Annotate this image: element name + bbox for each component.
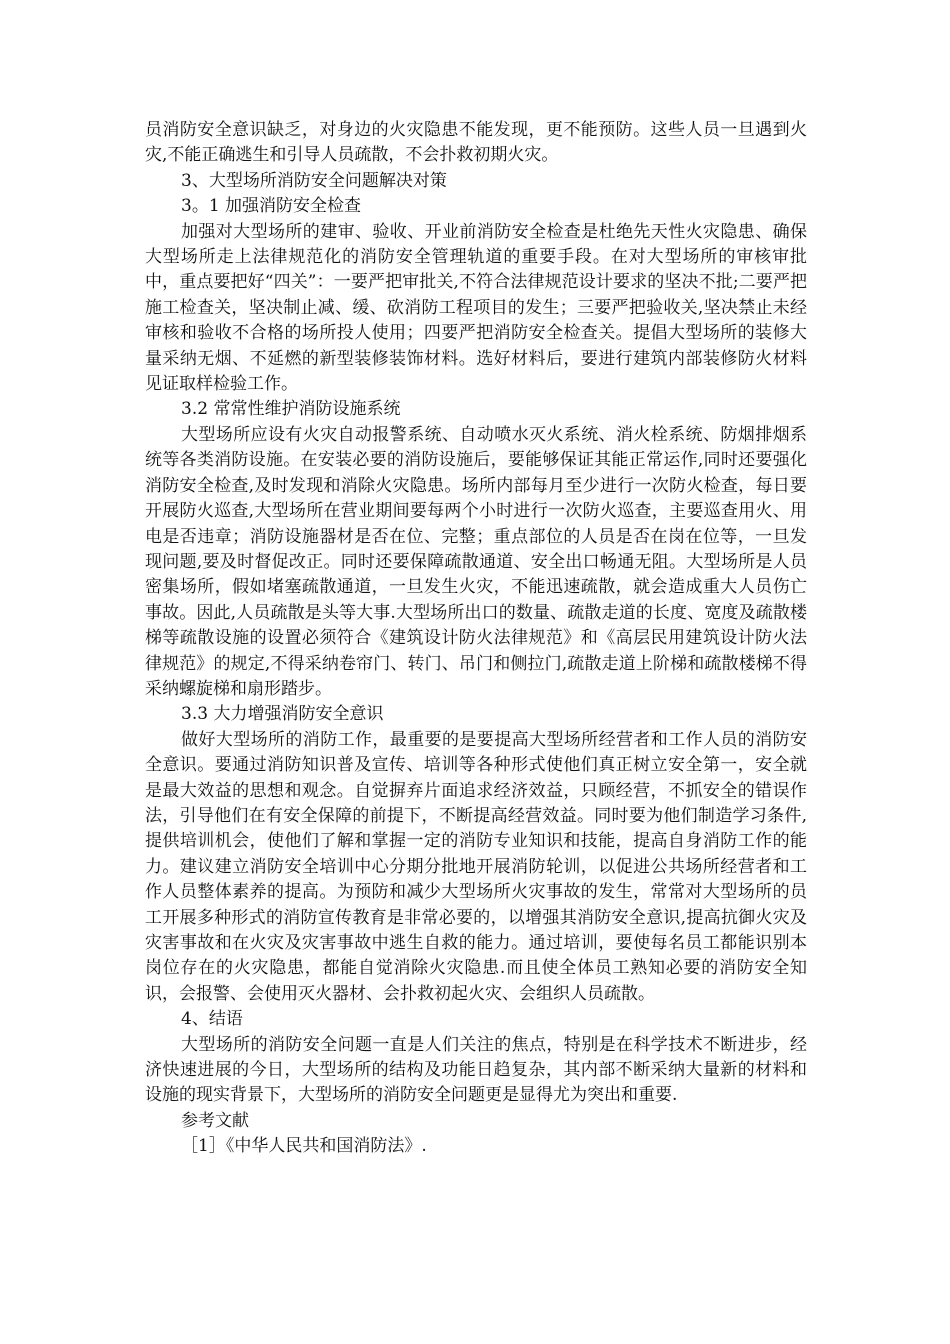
paragraph-3-1: 加强对大型场所的建审、验收、开业前消防安全检查是杜绝先天性火灾隐患、确保大型场所走上法律规范化的消防安全管理轨道的重要手段。在对大型场所的审核审批中，重点要把好“四关”：一要严把审批关,不符合法律规范设计要求的坚决不批;二要严把施工检查关，坚决制止减、缓、砍消防工程项目的发生；三要严把验收关,坚决禁止未经审核和验收不合格的场所投人使用；四要严把消防安全检查关。提倡大型场所的装修大量采纳无烟、不延燃的新型装修装饰材料。选好材料后，要进行建筑内部装修防火材料见证取样检验工作。 xyxy=(145,221,807,395)
subsection-heading-3-3: 3.3 大力增强消防安全意识 xyxy=(181,704,384,725)
subsection-heading-3-1: 3。1 加强消防安全检查 xyxy=(181,196,362,217)
subsection-heading-3-2: 3.2 常常性维护消防设施系统 xyxy=(181,399,401,420)
section-heading-3: 3、大型场所消防安全问题解决对策 xyxy=(181,170,447,191)
references-heading: 参考文献 xyxy=(181,1110,249,1131)
reference-item: ［1］《中华人民共和国消防法》. xyxy=(181,1136,427,1157)
paragraph-intro: 员消防安全意识缺乏，对身边的火灾隐患不能发现，更不能预防。这些人员一旦遇到火灾,不能正确逃生和引导人员疏散，不会扑救初期火灾。 xyxy=(145,120,807,166)
paragraph-4: 大型场所的消防安全问题一直是人们关注的焦点，特别是在科学技术不断进步，经济快速进展的今日，大型场所的结构及功能日趋复杂，其内部不断采纳大量新的材料和设施的现实背景下，大型场所的消防安全问题更是显得尤为突出和重要. xyxy=(145,1034,807,1106)
document-page xyxy=(145,118,807,1160)
paragraph-3-2: 大型场所应设有火灾自动报警系统、自动喷水灭火系统、消火栓系统、防烟排烟系统等各类消防设施。在安装必要的消防设施后，要能够保证其能正常运作,同时还要强化消防安全检查,及时发现和消除火灾隐患。场所内部每月至少进行一次防火检查，每日要开展防火巡查,大型场所在营业期间要每两个小时进行一次防火巡查，主要巡查用火、用电是否违章；消防设施器材是否在位、完整；重点部位的人员是否在岗在位等，一旦发现问题,要及时督促改正。同时还要保障疏散通道、安全出口畅通无阻。大型场所是人员密集场所，假如堵塞疏散通道，一旦发生火灾，不能迅速疏散，就会造成重大人员伤亡事故。因此,人员疏散是头等大事.大型场所出口的数量、疏散走道的长度、宽度及疏散楼梯等疏散设施的设置必须符合《建筑设计防火法律规范》和《高层民用建筑设计防火法律规范》的规定,不得采纳卷帘门、转门、吊门和侧拉门,疏散走道上阶梯和疏散楼梯不得采纳螺旋梯和扇形踏步。 xyxy=(145,424,807,699)
section-heading-4: 4、结语 xyxy=(181,1009,243,1030)
paragraph-3-3: 做好大型场所的消防工作，最重要的是要提高大型场所经营者和工作人员的消防安全意识。要通过消防知识普及宣传、培训等各种形式使他们真正树立安全第一，安全就是最大效益的思想和观念。自觉摒弃片面追求经济效益，只顾经营，不抓安全的错误作法，引导他们在有安全保障的前提下，不断提高经营效益。同时要为他们制造学习条件,提供培训机会，使他们了解和掌握一定的消防专业知识和技能，提高自身消防工作的能力。建议建立消防安全培训中心分期分批地开展消防轮训，以促进公共场所经营者和工作人员整体素养的提高。为预防和减少大型场所火灾事故的发生，常常对大型场所的员工开展多种形式的消防宣传教育是非常必要的，以增强其消防安全意识,提高抗御火灾及灾害事故和在火灾及灾害事故中逃生自救的能力。通过培训，要使每名员工都能识别本岗位存在的火灾隐患，都能自觉消除火灾隐患.而且使全体员工熟知必要的消防安全知识，会报警、会使用灭火器材、会扑救初起火灾、会组织人员疏散。 xyxy=(145,729,807,1004)
